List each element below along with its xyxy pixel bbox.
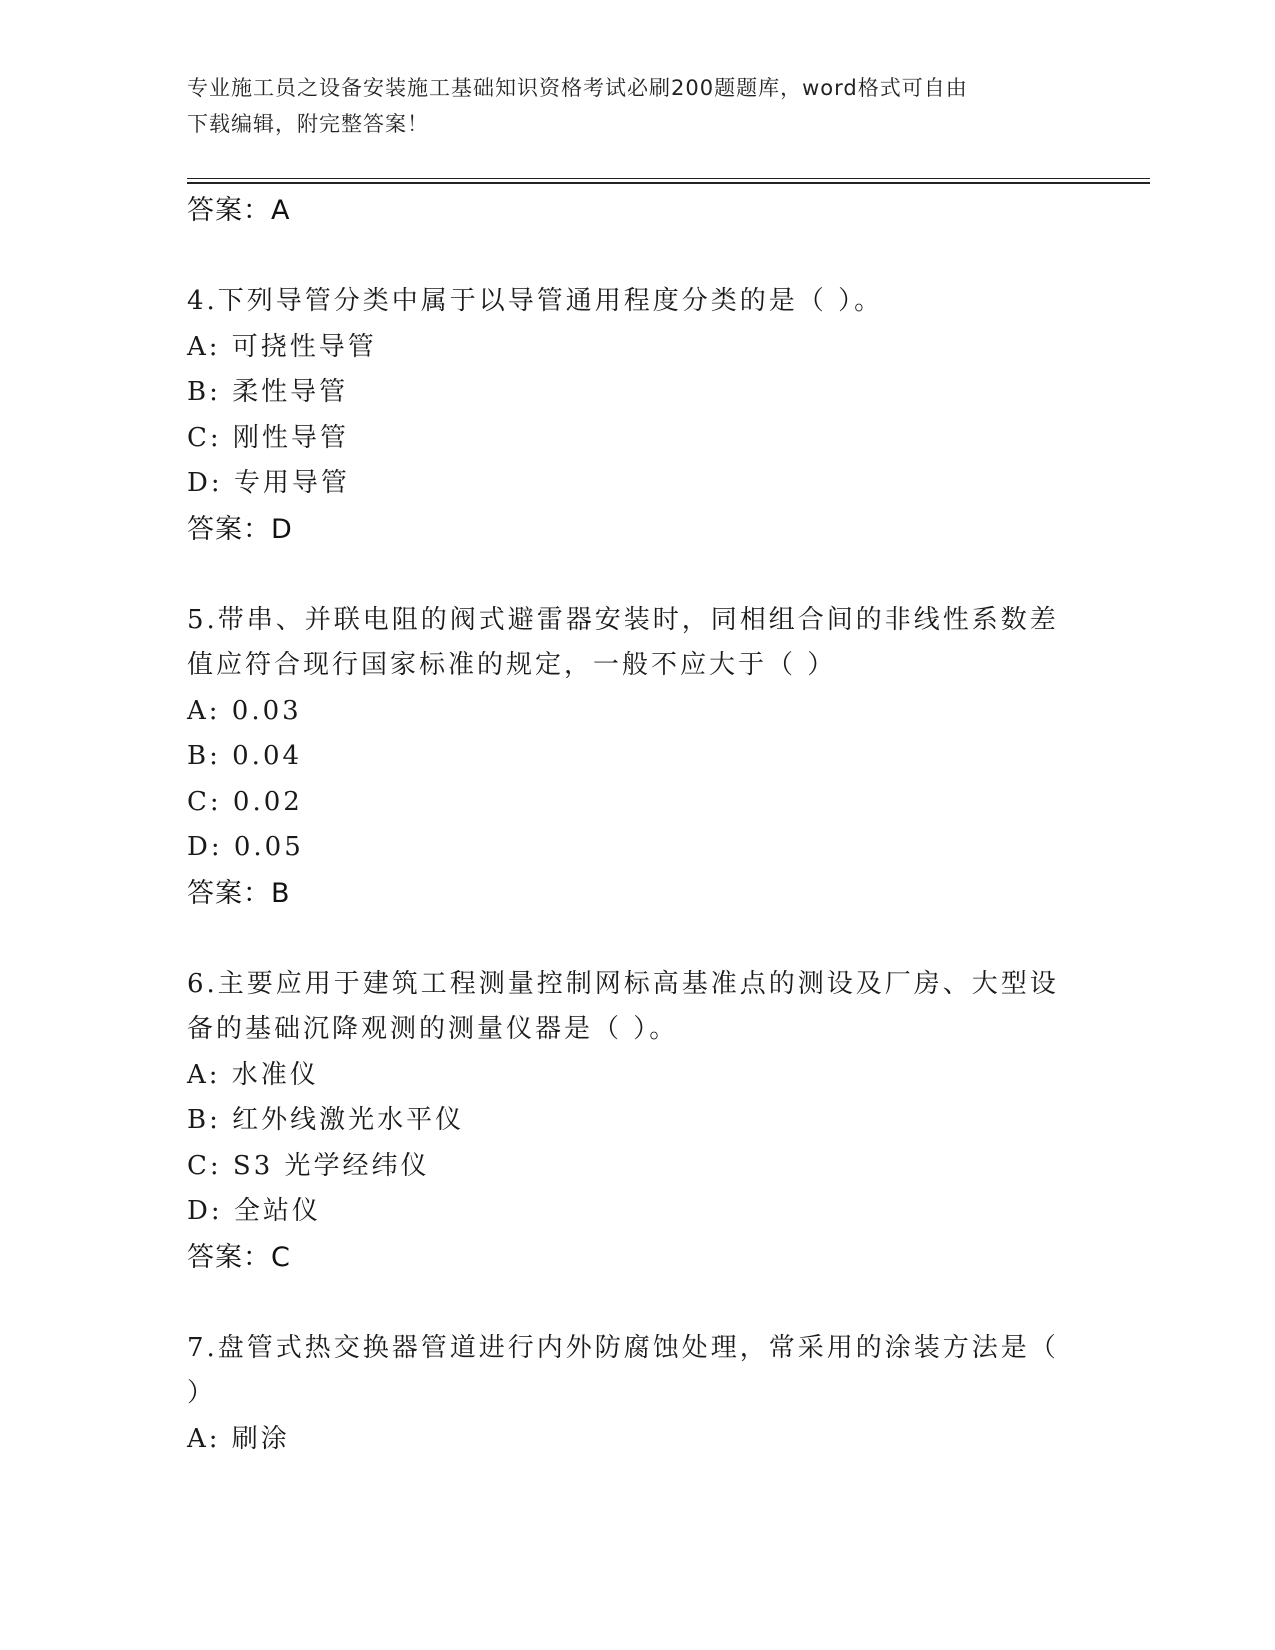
document-header: [187, 70, 1067, 142]
answer: 答案：B: [187, 877, 291, 909]
answer: 答案：C: [187, 1241, 291, 1273]
option-d: D: 0.05: [187, 832, 304, 862]
question-text: 6.主要应用于建筑工程测量控制网标高基准点的测设及厂房、大型设: [187, 968, 1059, 999]
question-text: 4.下列导管分类中属于以导管通用程度分类的是（ ）。: [187, 286, 884, 316]
question-text-continued: ）: [187, 1378, 217, 1408]
spacer: [187, 916, 1087, 962]
question-text: 7.盘管式热交换器管道进行内外防腐蚀处理，常采用的涂装方法是（: [187, 1332, 1059, 1363]
option-b: B: 柔性导管: [187, 377, 349, 407]
header-divider-thin: [187, 178, 1150, 179]
spacer: [187, 1280, 1087, 1326]
question-block: [187, 1326, 1087, 1463]
spacer: [187, 234, 1087, 280]
option-a: A: 0.03: [187, 695, 302, 726]
question-block: [187, 279, 1087, 552]
option-c: C: 0.02: [187, 786, 303, 817]
header-line-2: 下载编辑，附完整答案！: [187, 112, 429, 136]
header-divider-thick: [187, 182, 1150, 184]
option-a: A: 刷涂: [187, 1423, 290, 1454]
option-c: C: S3 光学经纬仪: [187, 1150, 430, 1181]
option-a: A: 可挠性导管: [187, 331, 377, 362]
header-line-1: 专业施工员之设备安装施工基础知识资格考试必刷200题题库，word格式可自由: [187, 76, 968, 100]
previous-answer: 答案：A: [187, 195, 291, 226]
question-text: 5.带串、并联电阻的阀式避雷器安装时，同相组合间的非线性系数差: [187, 604, 1059, 635]
spacer: [187, 552, 1087, 598]
option-d: D: 全站仪: [187, 1196, 321, 1226]
answer: 答案：D: [187, 513, 293, 545]
question-text-continued: 值应符合现行国家标准的规定，一般不应大于（ ）: [187, 650, 837, 680]
question-block: [187, 962, 1087, 1281]
option-b: B: 红外线激光水平仪: [187, 1105, 465, 1135]
option-a: A: 水准仪: [187, 1059, 319, 1090]
question-list: [187, 188, 1087, 1462]
option-c: C: 刚性导管: [187, 422, 349, 453]
question-text-continued: 备的基础沉降观测的测量仪器是（ ）。: [187, 1014, 679, 1044]
option-d: D: 专用导管: [187, 468, 350, 498]
question-block: [187, 598, 1087, 917]
option-b: B: 0.04: [187, 741, 303, 771]
